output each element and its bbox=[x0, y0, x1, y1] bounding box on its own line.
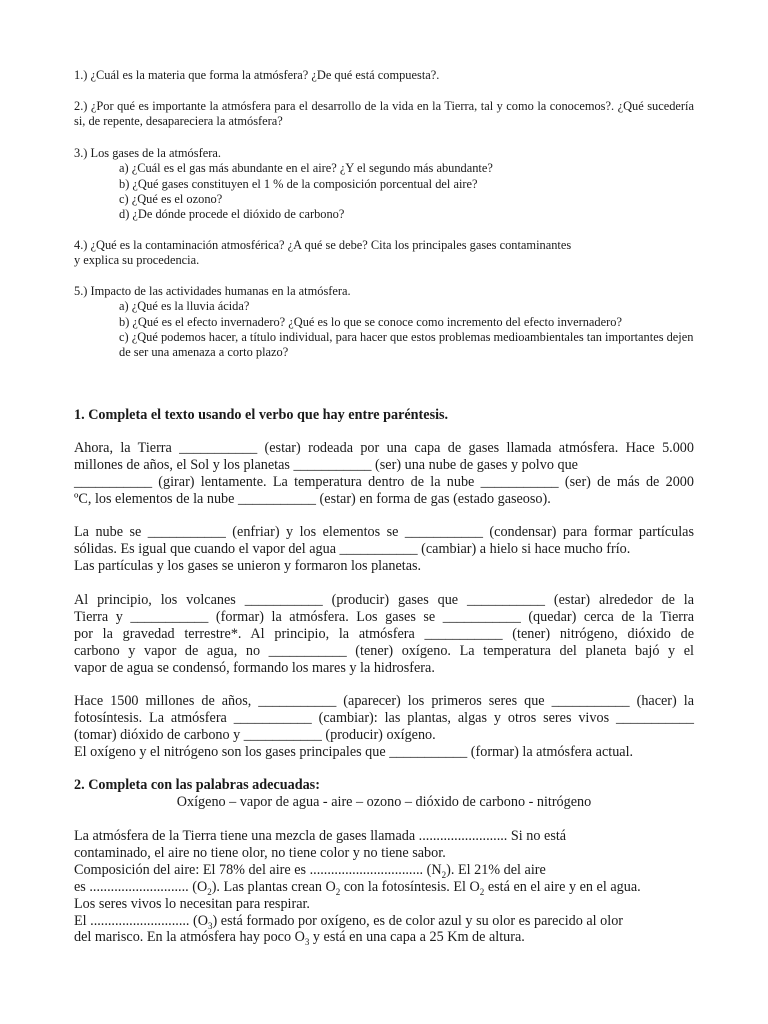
text-line: La nube se ___________ (enfriar) y los elementos se ___________ (condensar) para formar partículas bbox=[74, 524, 694, 540]
text-line: Hace 1500 millones de años, ___________ (aparecer) los primeros seres que ___________ (hacer) la bbox=[74, 693, 694, 709]
question-3c: c) ¿Qué es el ozono? bbox=[119, 191, 223, 206]
text-line bbox=[74, 913, 694, 930]
question-1: 1.) ¿Cuál es la materia que forma la atmósfera? ¿De qué está compuesta?. bbox=[74, 68, 440, 82]
question-5c: c) ¿Qué podemos hacer, a título individual, para hacer que estos problemas medioambientales tan importantes dejen de ser una amenaza a corto plazo? bbox=[119, 329, 694, 360]
text-segment: con la fotosíntesis. El O bbox=[340, 878, 480, 895]
text-segment: es ............................ (O bbox=[74, 878, 208, 895]
exercise-1-heading: 1. Completa el texto usando el verbo que hay entre paréntesis. bbox=[74, 407, 449, 423]
exercise-2-word-list: Oxígeno – vapor de agua - aire – ozono – dióxido de carbono - nitrógeno bbox=[176, 794, 592, 810]
exercise-2-heading: 2. Completa con las palabras adecuadas: bbox=[74, 777, 320, 793]
question-5a: a) ¿Qué es la lluvia ácida? bbox=[119, 299, 250, 314]
text-line: ___________ (girar) lentamente. La temperatura dentro de la nube ___________ (ser) de más de 2000 bbox=[74, 473, 694, 490]
text-line: Los seres vivos lo necesitan para respirar. bbox=[74, 895, 310, 912]
subscript: 2 bbox=[207, 886, 212, 897]
text-line: (tomar) dióxido de carbono y ___________ (producir) oxígeno. bbox=[74, 726, 436, 743]
subscript: 2 bbox=[441, 869, 447, 880]
question-3 bbox=[74, 146, 694, 222]
text-line bbox=[74, 929, 694, 946]
question-5b: b) ¿Qué es el efecto invernadero? ¿Qué es lo que se conoce como incremento del efecto invernadero? bbox=[119, 314, 622, 329]
question-3-title: 3.) Los gases de la atmósfera. bbox=[74, 146, 221, 160]
subscript: 3 bbox=[208, 920, 213, 931]
text-line: contaminado, el aire no tiene olor, no tiene color y no tiene sabor. bbox=[74, 844, 446, 861]
exercise-1-paragraph-2 bbox=[74, 524, 694, 575]
text-line: Las partículas y los gases se unieron y formaron los planetas. bbox=[74, 557, 422, 574]
text-line: El oxígeno y el nitrógeno son los gases principales que ___________ (formar) la atmósfera actual. bbox=[74, 743, 634, 760]
text-segment: ). El 21% del aire bbox=[446, 861, 546, 878]
text-line: Ahora, la Tierra ___________ (estar) rodeada por una capa de gases llamada atmósfera. Hace 5.000 bbox=[74, 440, 694, 456]
text-line: carbono y vapor de agua, no ___________ (tener) oxígeno. La temperatura del planeta bajó y el bbox=[74, 642, 694, 659]
question-3b: b) ¿Qué gases constituyen el 1 % de la composición porcentual del aire? bbox=[119, 176, 478, 191]
text-line: fotosíntesis. La atmósfera ___________ (cambiar): las plantas, algas y otros seres vivos ___________ bbox=[74, 709, 694, 726]
subscript: 2 bbox=[479, 886, 485, 897]
text-segment: está en el aire y en el agua. bbox=[484, 878, 641, 895]
exercise-2-text bbox=[74, 828, 694, 946]
subscript: 3 bbox=[304, 937, 310, 948]
text-line bbox=[74, 879, 694, 896]
text-line: ºC, los elementos de la nube ___________ (estar) en forma de gas (estado gaseoso). bbox=[74, 490, 551, 507]
text-segment: del marisco. En la atmósfera hay poco O bbox=[74, 929, 305, 946]
exercise-1-paragraph-3 bbox=[74, 592, 694, 677]
text-segment: ). Las plantas crean O bbox=[211, 878, 336, 895]
subscript: 2 bbox=[335, 886, 341, 897]
text-line: Al principio, los volcanes ___________ (producir) gases que ___________ (estar) alrededor de la bbox=[74, 592, 694, 608]
text-segment: y está en una capa a 25 Km de altura. bbox=[309, 929, 525, 946]
exercise-1-paragraph-1 bbox=[74, 440, 694, 508]
text-segment: ) está formado por oxígeno, es de color azul y su olor es parecido al olor bbox=[212, 912, 624, 929]
text-line: vapor de agua se condensó, formando los mares y la hidrosfera. bbox=[74, 659, 435, 676]
question-3d: d) ¿De dónde procede el dióxido de carbono? bbox=[119, 207, 345, 222]
question-4-line2: y explica su procedencia. bbox=[74, 253, 200, 268]
text-line bbox=[74, 862, 694, 879]
question-5 bbox=[74, 284, 694, 360]
question-4 bbox=[74, 238, 694, 269]
text-line: La atmósfera de la Tierra tiene una mezcla de gases llamada ......................... Si no está bbox=[74, 828, 567, 844]
question-4-line1: 4.) ¿Qué es la contaminación atmosférica? ¿A qué se debe? Cita los principales gases contaminantes bbox=[74, 238, 572, 252]
question-5-title: 5.) Impacto de las actividades humanas en la atmósfera. bbox=[74, 284, 351, 298]
text-line: sólidas. Es igual que cuando el vapor del agua ___________ (cambiar) a hielo si hace mucho frío. bbox=[74, 540, 631, 557]
text-segment: El ............................ (O bbox=[74, 912, 208, 929]
text-segment: Composición del aire: El 78% del aire es ................................ (N bbox=[74, 861, 442, 878]
text-line: millones de años, el Sol y los planetas ___________ (ser) una nube de gases y polvo que bbox=[74, 456, 578, 473]
question-3a: a) ¿Cuál es el gas más abundante en el aire? ¿Y el segundo más abundante? bbox=[119, 161, 493, 176]
exercise-1-paragraph-4 bbox=[74, 693, 694, 761]
question-2: 2.) ¿Por qué es importante la atmósfera para el desarrollo de la vida en la Tierra, tal y como la conocemos?. ¿Qué sucedería si, de repente, desapareciera la atmósfera? bbox=[74, 99, 694, 129]
text-line: por la gravedad terrestre*. Al principio, la atmósfera ___________ (tener) nitrógeno, dióxido de bbox=[74, 625, 694, 642]
text-line: Tierra y ___________ (formar) la atmósfera. Los gases se ___________ (quedar) cerca de la Tierra bbox=[74, 608, 694, 625]
